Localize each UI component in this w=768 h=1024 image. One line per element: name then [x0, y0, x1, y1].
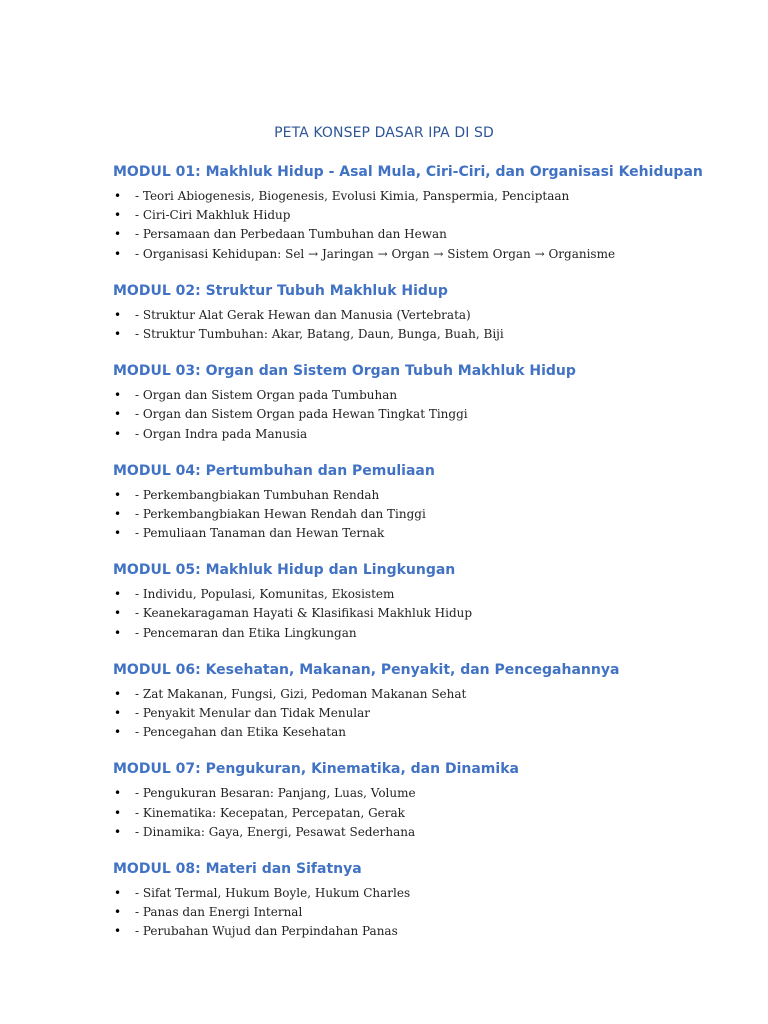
- module-heading: MODUL 06: Kesehatan, Makanan, Penyakit, dan Pencegahannya: [113, 661, 620, 678]
- list-item: [113, 524, 733, 543]
- list-item-text: - Organisasi Kehidupan: Sel → Jaringan → Organ → Sistem Organ → Organisme: [135, 246, 616, 261]
- module-heading: MODUL 02: Struktur Tubuh Makhluk Hidup: [113, 282, 448, 299]
- list-item: [113, 225, 733, 244]
- list-item: [113, 325, 733, 344]
- module-section-05: [113, 560, 733, 643]
- list-item-text: - Organ dan Sistem Organ pada Hewan Tingkat Tinggi: [135, 407, 468, 422]
- list-item: [113, 604, 733, 623]
- bullet-icon: •: [114, 686, 122, 701]
- document-title: PETA KONSEP DASAR IPA DI SD: [274, 125, 494, 141]
- bullet-icon: •: [114, 526, 122, 541]
- module-section-04: [113, 461, 733, 544]
- list-item-text: - Perkembangbiakan Tumbuhan Rendah: [135, 487, 380, 502]
- bullet-icon: •: [114, 824, 122, 839]
- bullet-icon: •: [114, 506, 122, 521]
- bullet-icon: •: [114, 426, 122, 441]
- module-bullet-list: [113, 306, 733, 344]
- list-item-text: - Organ Indra pada Manusia: [135, 426, 308, 441]
- module-section-07: [113, 759, 733, 842]
- list-item: [113, 723, 733, 742]
- list-item: [113, 903, 733, 922]
- list-item: [113, 306, 733, 325]
- bullet-icon: •: [114, 487, 122, 502]
- bullet-icon: •: [114, 246, 122, 261]
- bullet-icon: •: [114, 606, 122, 621]
- list-item: [113, 187, 733, 206]
- bullet-icon: •: [114, 924, 122, 939]
- list-item-text: - Teori Abiogenesis, Biogenesis, Evolusi Kimia, Panspermia, Penciptaan: [135, 189, 570, 203]
- bullet-icon: •: [114, 706, 122, 720]
- list-item-text: - Pencegahan dan Etika Kesehatan: [135, 725, 346, 740]
- list-item-text: - Keanekaragaman Hayati & Klasifikasi Makhluk Hidup: [135, 606, 473, 621]
- module-bullet-list: [113, 486, 733, 544]
- list-item-text: - Struktur Alat Gerak Hewan dan Manusia (Vertebrata): [135, 307, 471, 322]
- bullet-icon: •: [114, 725, 122, 740]
- bullet-icon: •: [114, 307, 122, 322]
- list-item: [113, 804, 733, 823]
- list-item: [113, 206, 733, 225]
- module-list: [113, 162, 733, 959]
- module-section-03: [113, 361, 733, 444]
- module-heading: MODUL 04: Pertumbuhan dan Pemuliaan: [113, 462, 435, 479]
- list-item: [113, 386, 733, 405]
- list-item-text: - Sifat Termal, Hukum Boyle, Hukum Charles: [135, 885, 411, 900]
- module-heading: MODUL 03: Organ dan Sistem Organ Tubuh Makhluk Hidup: [113, 363, 576, 380]
- bullet-icon: •: [114, 326, 122, 341]
- bullet-icon: •: [114, 189, 122, 203]
- module-section-01: [113, 162, 733, 264]
- module-heading: MODUL 05: Makhluk Hidup dan Lingkungan: [113, 562, 456, 579]
- list-item: [113, 884, 733, 903]
- bullet-icon: •: [114, 388, 122, 403]
- list-item: [113, 704, 733, 723]
- bullet-icon: •: [114, 805, 122, 820]
- list-item-text: - Organ dan Sistem Organ pada Tumbuhan: [135, 388, 398, 403]
- bullet-icon: •: [114, 227, 122, 242]
- module-bullet-list: [113, 685, 733, 743]
- list-item-text: - Kinematika: Kecepatan, Percepatan, Gerak: [135, 805, 405, 820]
- module-section-02: [113, 281, 733, 344]
- list-item: [113, 784, 733, 803]
- list-item-text: - Dinamika: Gaya, Energi, Pesawat Sederhana: [135, 824, 416, 839]
- module-section-06: [113, 660, 733, 743]
- bullet-icon: •: [114, 208, 122, 223]
- module-heading: MODUL 08: Materi dan Sifatnya: [113, 860, 362, 877]
- list-item-text: - Zat Makanan, Fungsi, Gizi, Pedoman Makanan Sehat: [135, 686, 467, 701]
- list-item: [113, 405, 733, 424]
- list-item-text: - Persamaan dan Perbedaan Tumbuhan dan Hewan: [135, 227, 447, 242]
- module-heading: MODUL 01: Makhluk Hidup - Asal Mula, Ciri-Ciri, dan Organisasi Kehidupan: [113, 164, 703, 180]
- list-item-text: - Ciri-Ciri Makhluk Hidup: [135, 208, 291, 223]
- module-bullet-list: [113, 585, 733, 643]
- list-item-text: - Individu, Populasi, Komunitas, Ekosistem: [135, 587, 395, 602]
- list-item-text: - Penyakit Menular dan Tidak Menular: [135, 706, 371, 720]
- module-section-08: [113, 859, 733, 942]
- list-item: [113, 505, 733, 524]
- module-heading: MODUL 07: Pengukuran, Kinematika, dan Dinamika: [113, 761, 519, 778]
- list-item-text: - Perkembangbiakan Hewan Rendah dan Tinggi: [135, 506, 426, 521]
- list-item-text: - Pemuliaan Tanaman dan Hewan Ternak: [135, 526, 385, 541]
- bullet-icon: •: [114, 625, 122, 640]
- list-item: [113, 585, 733, 604]
- list-item-text: - Panas dan Energi Internal: [135, 905, 303, 920]
- module-bullet-list: [113, 187, 733, 264]
- bullet-icon: •: [114, 587, 122, 602]
- list-item: [113, 624, 733, 643]
- list-item-text: - Pencemaran dan Etika Lingkungan: [135, 625, 357, 640]
- bullet-icon: •: [114, 786, 122, 801]
- list-item: [113, 685, 733, 704]
- list-item-text: - Perubahan Wujud dan Perpindahan Panas: [135, 924, 398, 939]
- bullet-icon: •: [114, 407, 122, 422]
- list-item: [113, 922, 733, 941]
- bullet-icon: •: [114, 885, 122, 900]
- list-item-text: - Pengukuran Besaran: Panjang, Luas, Volume: [135, 786, 416, 801]
- list-item-text: - Struktur Tumbuhan: Akar, Batang, Daun, Bunga, Buah, Biji: [135, 326, 504, 341]
- module-bullet-list: [113, 784, 733, 842]
- module-bullet-list: [113, 884, 733, 942]
- list-item: [113, 823, 733, 842]
- bullet-icon: •: [114, 905, 122, 920]
- list-item: [113, 245, 733, 264]
- module-bullet-list: [113, 386, 733, 444]
- list-item: [113, 425, 733, 444]
- list-item: [113, 486, 733, 505]
